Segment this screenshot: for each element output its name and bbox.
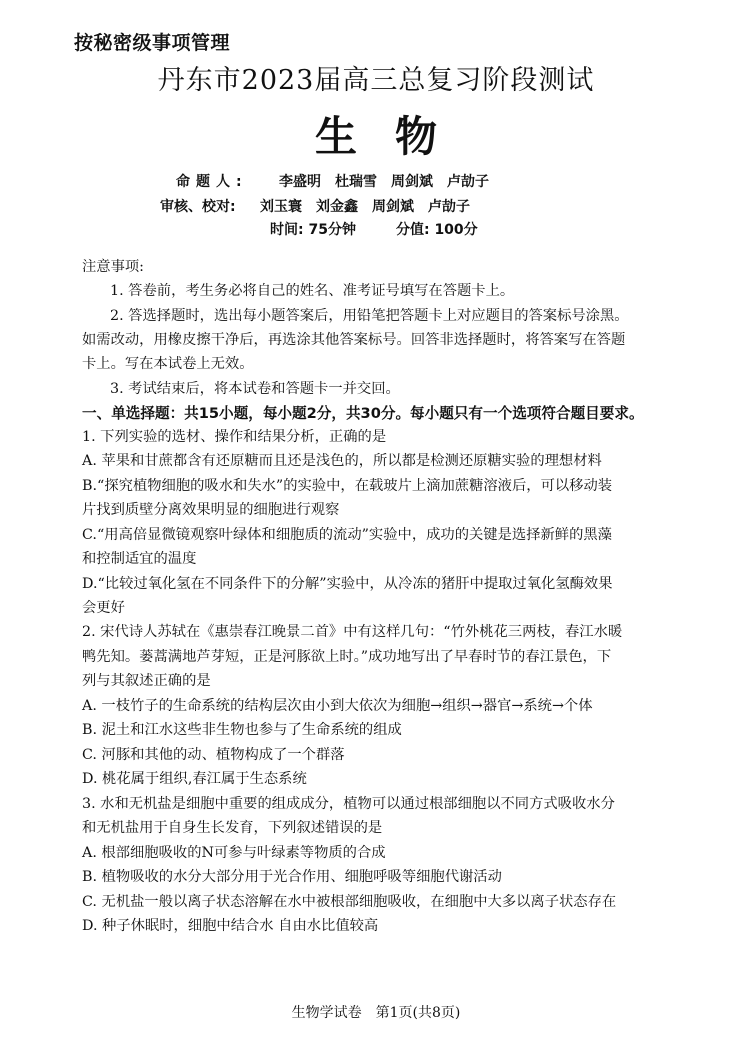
- notice-item-2-line-1: 2. 答选择题时，选出每小题答案后，用铅笔把答题卡上对应题目的答案标号涂黑。: [110, 308, 629, 324]
- q3-option-d: D. 种子休眠时，细胞中结合水 自由水比值较高: [82, 918, 379, 934]
- q1-option-b-line-2: 片找到质壁分离效果明显的细胞进行观察: [82, 502, 340, 518]
- authors-label: 命题人:: [176, 174, 248, 190]
- q1-option-b-line-1: B.“探究植物细胞的吸水和失水”的实验中，在载玻片上滴加蔗糖溶液后，可以移动装: [82, 478, 613, 494]
- q3-option-a: A. 根部细胞吸收的N可参与叶绿素等物质的合成: [82, 845, 386, 861]
- authors-line: [176, 171, 489, 191]
- notice-item-2-line-3: 卡上。写在本试卷上无效。: [82, 356, 254, 372]
- q2-stem-line-2: 鸭先知。蒌蒿满地芦芽短，正是河豚欲上时。”成功地写出了早春时节的春江景色，下: [82, 649, 612, 665]
- q3-stem-line-1: 3. 水和无机盐是细胞中重要的组成成分，植物可以通过根部细胞以不同方式吸收水分: [82, 796, 615, 812]
- q2-option-c: C. 河豚和其他的动、植物构成了一个群落: [82, 747, 345, 763]
- notice-item-3: 3. 考试结束后，将本试卷和答题卡一并交回。: [110, 381, 400, 397]
- reviewers-line: [160, 196, 470, 216]
- q2-option-a: A. 一枝竹子的生命系统的结构层次由小到大依次为细胞→组织→器官→系统→个体: [82, 698, 593, 714]
- reviewers-label: 审核、校对:: [160, 199, 236, 215]
- time-score-line: [270, 219, 478, 239]
- q1-option-c-line-1: C.“用高倍显微镜观察叶绿体和细胞质的流动”实验中，成功的关键是选择新鲜的黑藻: [82, 527, 612, 543]
- notice-item-1: 1. 答卷前，考生务必将自己的姓名、准考证号填写在答题卡上。: [110, 283, 515, 299]
- q2-option-d: D. 桃花属于组织,春江属于生态系统: [82, 771, 307, 787]
- secret-level-label: 按秘密级事项管理: [74, 32, 231, 54]
- section-heading: 一、单选择题：共15小题，每小题2分，共30分。每小题只有一个选项符合题目要求。: [82, 405, 644, 422]
- notice-heading: 注意事项:: [82, 259, 145, 275]
- exam-score: 分值: 100分: [395, 222, 478, 238]
- exam-time: 时间: 75分钟: [270, 222, 356, 238]
- q1-option-d-line-1: D.“比较过氧化氢在不同条件下的分解”实验中，从冷冻的猪肝中提取过氧化氢酶效果: [82, 576, 613, 592]
- exam-title: 丹东市2023届高三总复习阶段测试: [157, 65, 595, 96]
- q1-option-c-line-2: 和控制适宜的温度: [82, 551, 197, 567]
- page-footer: 生物学试卷 第1页(共8页): [291, 1005, 461, 1021]
- q2-option-b: B. 泥土和江水这些非生物也参与了生命系统的组成: [82, 722, 402, 738]
- subject-title: 生物: [314, 112, 475, 161]
- q2-stem-line-1: 2. 宋代诗人苏轼在《惠崇春江晚景二首》中有这样几句：“竹外桃花三两枝，春江水暖: [82, 624, 623, 640]
- authors-names: 李盛明 杜瑞雪 周剑斌 卢劼子: [279, 174, 489, 190]
- reviewers-names: 刘玉寰 刘金鑫 周剑斌 卢劼子: [260, 199, 470, 215]
- q1-option-a: A. 苹果和甘蔗都含有还原糖而且还是浅色的，所以都是检测还原糖实验的理想材料: [82, 453, 602, 469]
- q1-stem: 1. 下列实验的选材、操作和结果分析，正确的是: [82, 429, 387, 445]
- q3-option-b: B. 植物吸收的水分大部分用于光合作用、细胞呼吸等细胞代谢活动: [82, 869, 502, 885]
- q1-option-d-line-2: 会更好: [82, 600, 125, 616]
- q3-option-c: C. 无机盐一般以离子状态溶解在水中被根部细胞吸收，在细胞中大多以离子状态存在: [82, 894, 617, 910]
- q2-stem-line-3: 列与其叙述正确的是: [82, 673, 211, 689]
- notice-item-2-line-2: 如需改动，用橡皮擦干净后，再选涂其他答案标号。回答非选择题时，将答案写在答题: [82, 332, 626, 348]
- q3-stem-line-2: 和无机盐用于自身生长发育，下列叙述错误的是: [82, 820, 383, 836]
